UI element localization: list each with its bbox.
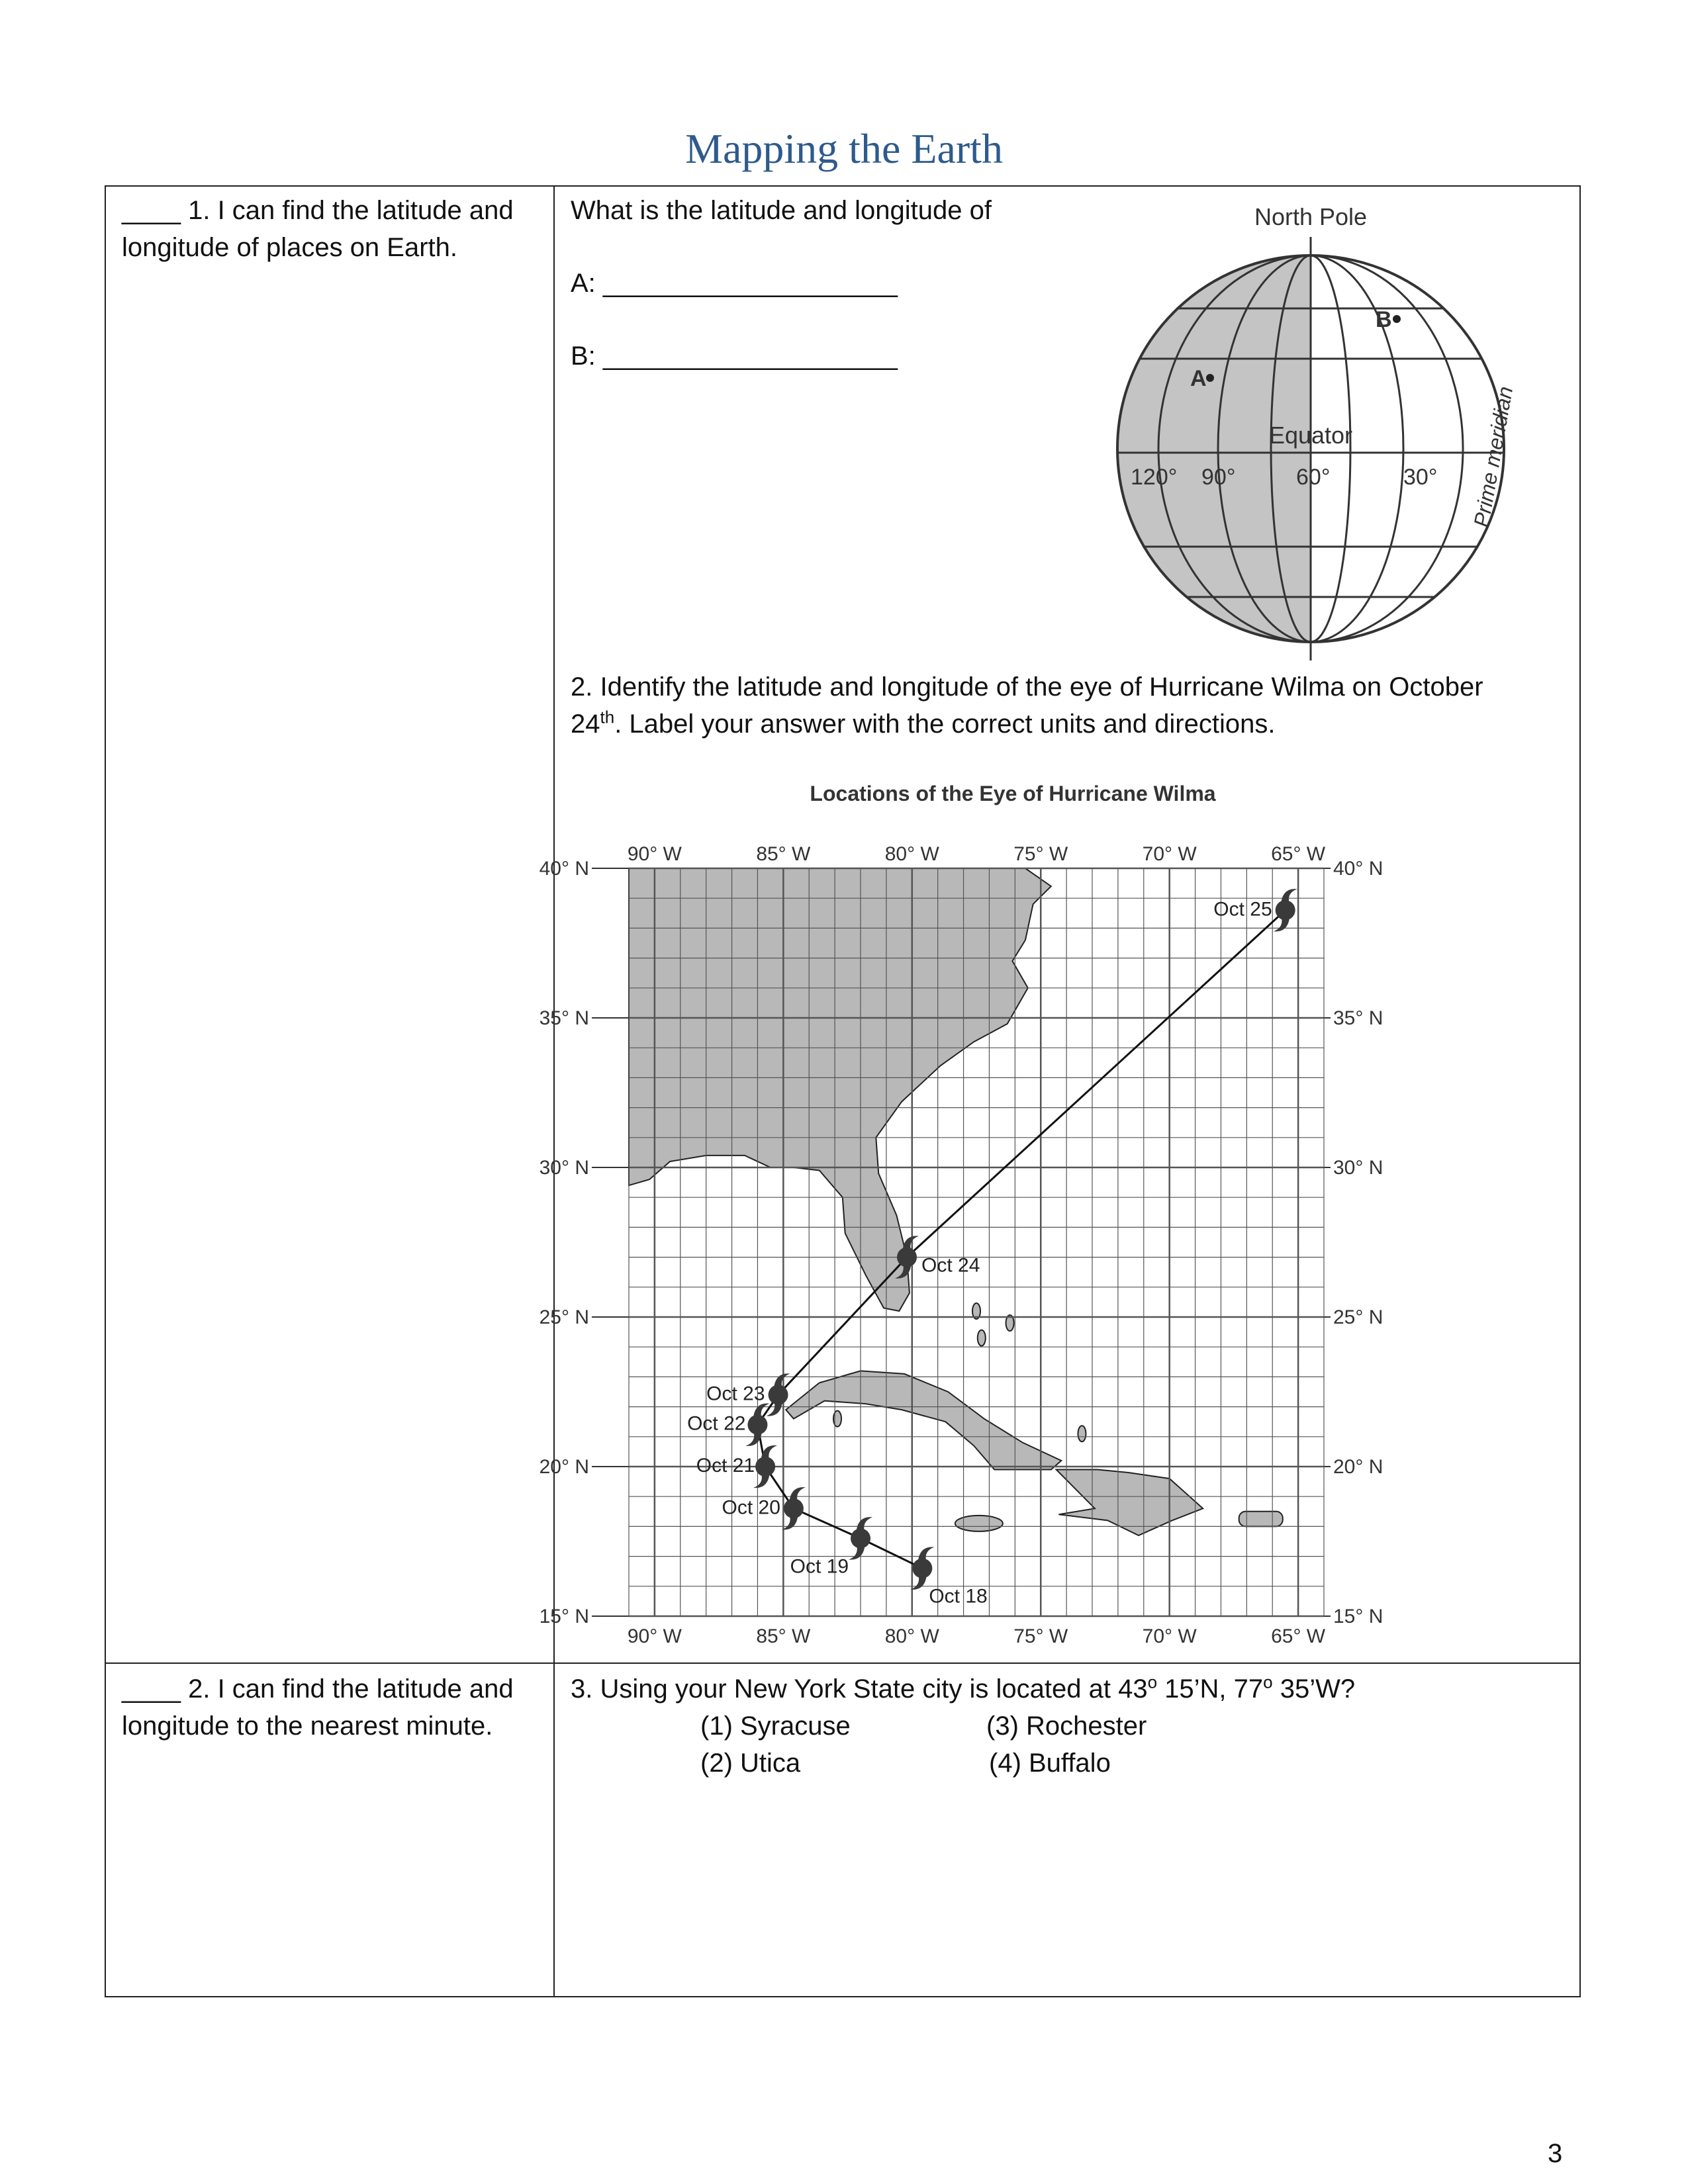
map-land <box>629 868 1283 1535</box>
x-tick-label-top: 75° W <box>1013 843 1068 865</box>
storm-date-label: Oct 23 <box>706 1383 765 1405</box>
globe-lon-label: 90° <box>1201 465 1236 490</box>
y-tick-label-left: 30° N <box>539 1157 589 1179</box>
q1-prompt: What is the latitude and longitude of <box>571 196 992 225</box>
q2-prompt <box>571 668 1564 743</box>
q3-text: 35’W? <box>1272 1674 1356 1704</box>
y-tick-label-right: 15° N <box>1333 1606 1383 1627</box>
y-tick-label-left: 15° N <box>539 1606 589 1627</box>
x-tick-label-bottom: 75° W <box>1013 1625 1068 1647</box>
q2-prompt-line-2 <box>571 705 1564 743</box>
globe-equator-label: Equator <box>1268 422 1353 449</box>
globe-point-a <box>1206 374 1214 382</box>
x-tick-label-top: 65° W <box>1271 843 1326 865</box>
globe-prime-meridian-label: Prime meridian <box>1469 385 1518 529</box>
storm-date-label: Oct 24 <box>921 1254 980 1277</box>
y-tick-label-right: 20° N <box>1333 1456 1383 1478</box>
objectives-table <box>105 185 1581 1997</box>
x-tick-label-bottom: 85° W <box>756 1625 811 1647</box>
y-tick-label-left: 40° N <box>539 858 589 880</box>
hurricane-icon <box>910 1547 934 1589</box>
storm-date-label: Oct 20 <box>722 1496 780 1519</box>
q1-answer-a: A: ____________________ <box>571 269 898 298</box>
x-tick-label-top: 70° W <box>1142 843 1197 865</box>
us-landmass <box>629 868 1051 1311</box>
q2-prompt-line-1: 2. Identify the latitude and longitude of the eye of Hurricane Wilma on October <box>571 672 1483 702</box>
hurricane-eye <box>1276 900 1295 920</box>
jamaica-landmass <box>955 1516 1003 1531</box>
hurricane-eye <box>769 1385 788 1405</box>
chart-title: Locations of the Eye of Hurricane Wilma <box>810 782 1216 805</box>
hurricane-icon <box>745 1404 769 1446</box>
hurricane-icon <box>753 1445 777 1488</box>
row-divider <box>106 1662 1579 1664</box>
y-tick-label-left: 20° N <box>539 1456 589 1478</box>
globe-point-b <box>1393 315 1401 323</box>
y-tick-label-right: 35° N <box>1333 1007 1383 1029</box>
globe-diagram <box>1112 197 1518 654</box>
option-3: (3) Rochester <box>986 1711 1147 1741</box>
hurricane-eye <box>755 1457 775 1477</box>
hurricane-eye <box>897 1248 917 1267</box>
q2-day: 24 <box>571 709 600 739</box>
puerto-rico-landmass <box>1239 1512 1283 1527</box>
q3-text: 15’N, 77 <box>1157 1674 1264 1704</box>
hurricane-eye <box>851 1528 870 1548</box>
island <box>978 1330 986 1346</box>
objective-2: ____ 2. I can find the latitude and longitude to the nearest minute. <box>122 1674 514 1741</box>
hurricane-eye <box>747 1415 767 1435</box>
storm-date-label: Oct 25 <box>1213 898 1272 921</box>
q3-prompt <box>571 1670 1564 1707</box>
option-4: (4) Buffalo <box>989 1749 1111 1778</box>
q2-day-suffix: th <box>600 707 615 727</box>
globe-north-pole-label: North Pole <box>1254 203 1368 230</box>
y-tick-label-left: 35° N <box>539 1007 589 1029</box>
page-number: 3 <box>1548 2139 1563 2168</box>
storm-date-label: Oct 22 <box>687 1412 746 1435</box>
x-tick-label-bottom: 80° W <box>884 1625 939 1647</box>
option-1: (1) Syracuse <box>700 1711 851 1741</box>
x-tick-label-top: 85° W <box>756 843 811 865</box>
hurricane-icon <box>1274 889 1297 931</box>
hurricane-eye <box>784 1498 804 1518</box>
globe-lon-label: 30° <box>1403 465 1438 490</box>
degree-symbol: o <box>1147 1672 1158 1692</box>
x-tick-label-top: 80° W <box>884 843 939 865</box>
globe-point-b-label: B <box>1376 307 1392 332</box>
storm-date-label: Oct 21 <box>696 1455 755 1477</box>
globe-lon-label: 60° <box>1296 465 1331 490</box>
q2-instructions: . Label your answer with the correct units and directions. <box>614 709 1276 739</box>
q3-text: 3. Using your New York State city is located at 43 <box>571 1674 1148 1704</box>
q1-answer-b: B: ____________________ <box>571 341 898 371</box>
storm-date-label: Oct 19 <box>790 1555 849 1578</box>
x-tick-label-bottom: 65° W <box>1271 1625 1326 1647</box>
cuba-landmass <box>786 1371 1061 1469</box>
degree-symbol: o <box>1263 1672 1273 1692</box>
objective-1: ____ 1. I can find the latitude and longitude of places on Earth. <box>122 196 514 262</box>
storm-date-label: Oct 18 <box>929 1585 988 1608</box>
x-tick-label-top: 90° W <box>627 843 682 865</box>
y-tick-label-right: 30° N <box>1333 1157 1383 1179</box>
y-tick-label-right: 25° N <box>1333 1306 1383 1328</box>
globe-lon-label: 120° <box>1131 465 1178 490</box>
x-tick-label-bottom: 70° W <box>1142 1625 1197 1647</box>
hurricane-eye <box>912 1559 932 1578</box>
option-2: (2) Utica <box>700 1749 801 1778</box>
page-title: Mapping the Earth <box>685 125 1003 172</box>
globe-point-a-label: A <box>1190 366 1207 391</box>
hurricane-icon <box>782 1487 806 1529</box>
x-tick-label-bottom: 90° W <box>627 1625 682 1647</box>
column-divider <box>553 187 555 1996</box>
hurricane-wilma-chart <box>539 769 1575 1647</box>
island <box>1078 1426 1086 1441</box>
y-tick-label-right: 40° N <box>1333 858 1383 880</box>
y-tick-label-left: 25° N <box>539 1306 589 1328</box>
hispaniola-landmass <box>1056 1470 1203 1536</box>
hurricane-icon <box>849 1517 872 1559</box>
